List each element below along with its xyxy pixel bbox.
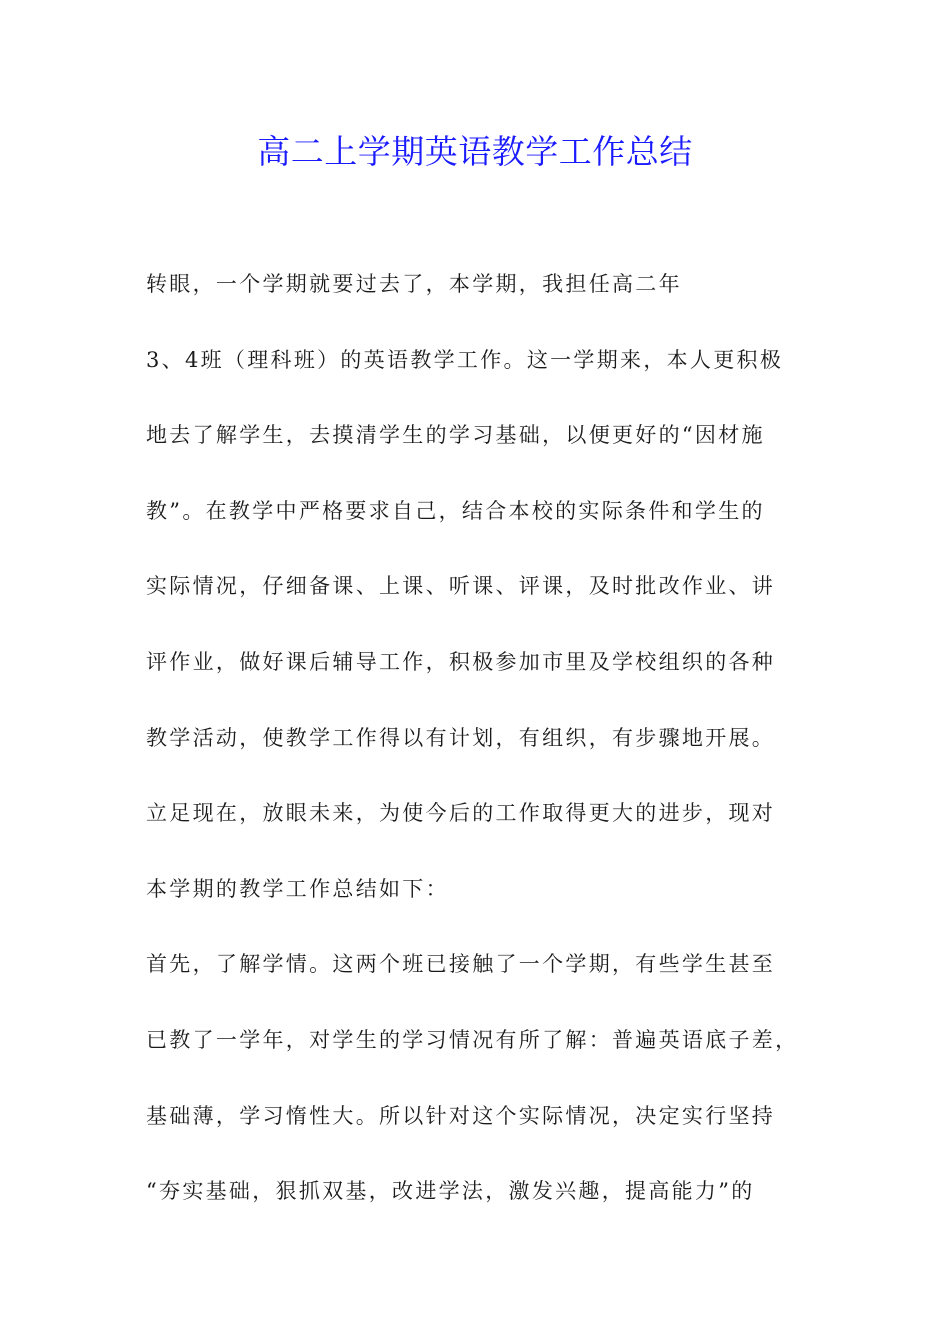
text-line: 立足现在，放眼未来，为使今后的工作取得更大的进步，现对 [146,801,776,826]
text-line: 地去了解学生，去摸清学生的学习基础，以便更好的“因材施 [146,423,765,448]
text-line: 实际情况，仔细备课、上课、听课、评课，及时批改作业、讲 [146,574,776,599]
text-line: 评作业，做好课后辅导工作，积极参加市里及学校组织的各种 [146,649,776,674]
document-title: 高二上学期英语教学工作总结 [257,132,693,171]
text-line: 教学活动，使教学工作得以有计划，有组织，有步骤地开展。 [146,725,776,750]
document-body [146,259,826,1242]
text-line: 基础薄，学习惰性大。所以针对这个实际情况，决定实行坚持 [146,1103,776,1128]
text-line: 本学期的教学工作总结如下： [146,876,449,901]
text-line: 转眼，一个学期就要过去了，本学期，我担任高二年 [146,272,682,296]
text-line: 教”。在教学中严格要求自己，结合本校的实际条件和学生的 [146,498,765,523]
text-line: 首先，了解学情。这两个班已接触了一个学期，有些学生甚至 [146,952,776,977]
text-line: “夯实基础，狠抓双基，改进学法，激发兴趣，提高能力”的 [146,1179,755,1204]
text-line: 已教了一学年，对学生的学习情况有所了解：普遍英语底子差， [146,1027,799,1052]
text-line: 3、4班（理科班）的英语教学工作。这一学期来，本人更积极 [146,347,784,372]
